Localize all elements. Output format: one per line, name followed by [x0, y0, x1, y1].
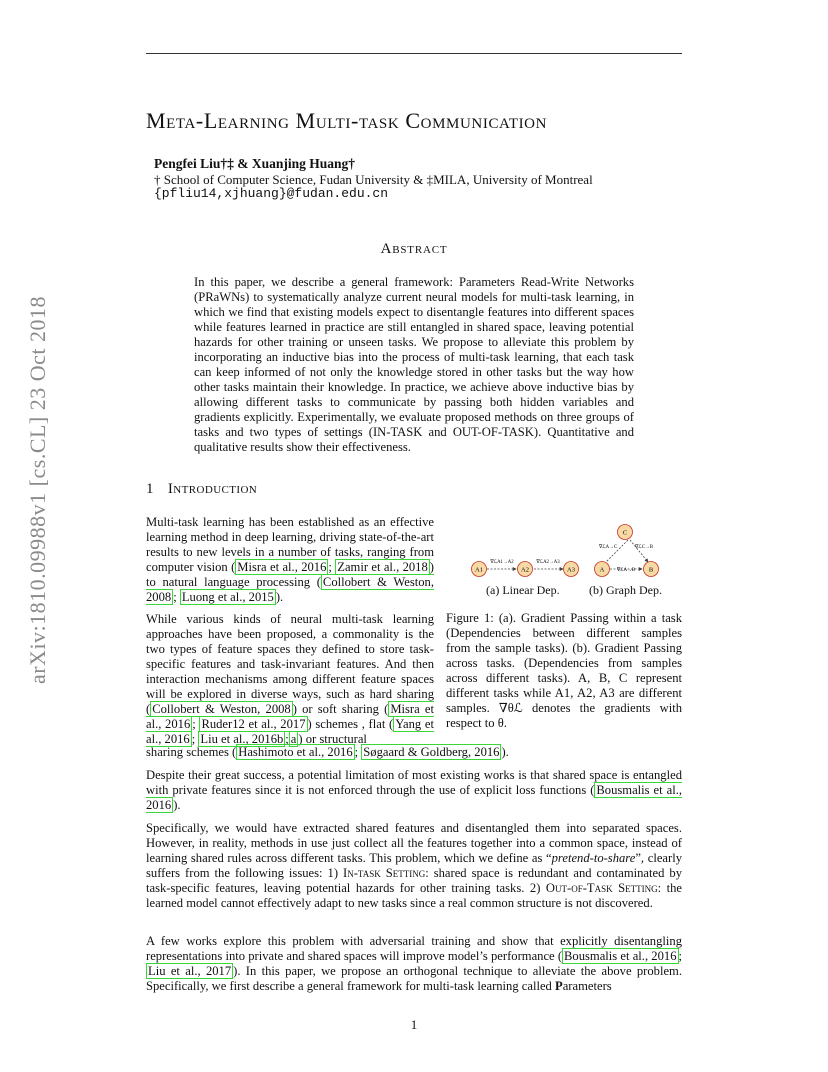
setting-name: In-task Setting — [343, 866, 426, 880]
citation-link[interactable]: Misra et al., 2016 — [146, 702, 434, 731]
intro-paragraph-2-tail: sharing schemes ( Hashimoto et al., 2016 ; Søgaard & Goldberg, 2016 ). — [146, 745, 509, 759]
paragraph-5: A few works explore this problem with adversarial training and show that explicitly disentangling representations into private and shared spaces will improve model’s performance ( Bousmalis et al., 2016 ; Liu et al., 2017 ). In this paper, we propose an orthogonal technique to alleviate the above problem. Specifically, we first describe a general framework for multi-task learning called Parameters — [146, 934, 682, 993]
arxiv-id: arXiv:1810.09988v1 [cs.CL] 23 Oct 2018 — [25, 295, 50, 685]
subfigure-b-label: (b) Graph Dep. — [589, 583, 662, 597]
section-number: 1 — [146, 481, 154, 497]
emphasis-term: pretend-to-share — [551, 851, 636, 865]
citation-link[interactable]: Yang et al., 2016 — [146, 717, 434, 746]
authors: Pengfei Liu†‡ & Xuanjing Huang† — [154, 156, 356, 171]
citation-link[interactable]: Luong et al., 2015 — [181, 590, 274, 604]
grad-label: ∇ℒA2→A3 — [536, 560, 560, 565]
abstract-heading: Abstract — [380, 241, 448, 257]
email: {pfliu14,xjhuang}@fudan.edu.cn — [154, 186, 389, 201]
node-c — [618, 525, 633, 540]
section-heading — [146, 481, 257, 498]
figure-1-caption: Figure 1: (a). Gradient Passing within a task (Dependencies between different samples from the sample tasks). (b). Gradient Passing across tasks. (Dependencies from samples across different tasks). A, B, C represent different tasks while A1, A2, A3 are different samples. ∇θℒ denotes the gradients with respect to θ. — [446, 611, 682, 730]
grad-label: ∇ℒA→C — [598, 545, 618, 550]
node-a2 — [518, 562, 533, 577]
paragraph-3: Despite their great success, a potential limitation of most existing works is that shared space is entangled with private features since it is not enforced through the use of explicit loss functions ( Bousmalis et al., 2016 ). — [146, 768, 682, 812]
svg-text:A1: A1 — [475, 566, 483, 574]
abstract-text: In this paper, we describe a general framework: Parameters Read-Write Networks (PRaWNs) to systematically analyze current neural models for multi-task learning, in which we find that existing models expect to disentangle features into different spaces while features learned in practice are still entangled in shared space, leaving potential hazards for other training or unseen tasks. We propose to alleviate this problem by incorporating an inductive bias into the process of multi-task learning, that each task can keep informed of not only the knowledge stored in other tasks but the way how other tasks maintain their knowledge. In practice, we achieve above inductive bias by allowing different tasks to communicate by passing both hidden variables and gradients explicitly. Experimentally, we evaluate proposed methods on three groups of tasks and two types of settings (IN-TASK and OUT-OF-TASK). Quantitative and qualitative results show their effectiveness. — [194, 275, 634, 454]
paper-title: Meta-Learning Multi-task Communication — [146, 108, 548, 133]
node-a — [595, 562, 610, 577]
citation-link[interactable]: Hashimoto et al., 2016 — [238, 745, 353, 759]
citation-link[interactable]: Bousmalis et al., 2016 — [564, 949, 677, 963]
citation-link[interactable]: Bousmalis et al., 2016 — [146, 783, 682, 812]
grad-label: ∇ℒA→B — [616, 568, 636, 573]
intro-paragraph-1: Multi-task learning has been established as an effective learning method in deep learning, driving state-of-the-art results to new levels in a number of tasks, ranging from computer vision ( Misra et al., 2016 ; Zamir et al., 2018 ) to natural language processing ( Collobert & Weston, 2008 ; Luong et al., 2015 ). — [146, 515, 434, 604]
svg-text:A: A — [599, 566, 605, 574]
section-title: Introduction — [167, 481, 258, 497]
citation-link[interactable]: Liu et al., 2016b — [200, 732, 284, 746]
svg-text:A3: A3 — [567, 566, 575, 574]
citation-link[interactable]: Søgaard & Goldberg, 2016 — [363, 745, 500, 759]
paragraph-4: Specifically, we would have extracted shared features and disentangled them into separated spaces. However, in reality, methods in use just collect all the features together into a common space, instead of learning shared rules across different tasks. This problem, which we define as “pretend-to-share”, clearly suffers from the following issues: 1) In-task Setting: shared space is redundant and contaminated by task-specific features, leaving potential hazards for other training tasks. 2) Out-of-Task Setting: the learned model cannot effectively adapt to new tasks since a real common structure is not discovered. — [146, 821, 683, 910]
grad-label: ∇ℒC→B — [635, 545, 653, 550]
svg-text:A2: A2 — [521, 566, 529, 574]
top-rule — [146, 53, 682, 54]
node-a1 — [472, 562, 487, 577]
setting-name: Out-of-Task Setting — [545, 881, 658, 895]
bold-letter: P — [555, 979, 563, 993]
citation-link[interactable]: Misra et al., 2016 — [237, 560, 327, 574]
grad-label: ∇ℒA1→A2 — [490, 560, 514, 565]
affiliation: † School of Computer Science, Fudan University & ‡MILA, University of Montreal — [154, 172, 593, 187]
citation-link[interactable]: Collobert & Weston, 2008 — [146, 575, 434, 604]
svg-text:B: B — [648, 566, 654, 574]
citation-link[interactable]: Collobert & Weston, 2008 — [152, 702, 291, 716]
node-b — [644, 562, 659, 577]
citation-link[interactable]: Liu et al., 2017 — [148, 964, 232, 978]
intro-paragraph-2: While various kinds of neural multi-task learning approaches have been proposed, a commonality is the two types of feature spaces they defined to store task-specific features and task-invariant features. And then interaction mechanisms among different feature spaces will be explored in diverse ways, such as hard sharing ( Collobert & Weston, 2008 ) or soft sharing ( Misra et al., 2016 ; Ruder12 et al., 2017 ) schemes , flat ( Yang et al., 2016 ; Liu et al., 2016b ; a ) or structural — [146, 612, 434, 746]
node-a3 — [564, 562, 579, 577]
citation-link[interactable]: Zamir et al., 2018 — [337, 560, 428, 574]
citation-link[interactable]: a — [290, 732, 297, 746]
page-number: 1 — [410, 1017, 418, 1032]
subfigure-a-label: (a) Linear Dep. — [486, 583, 560, 597]
svg-text:C: C — [622, 529, 628, 537]
arxiv-sidebar — [8, 290, 68, 690]
citation-link[interactable]: Ruder12 et al., 2017 — [201, 717, 306, 731]
